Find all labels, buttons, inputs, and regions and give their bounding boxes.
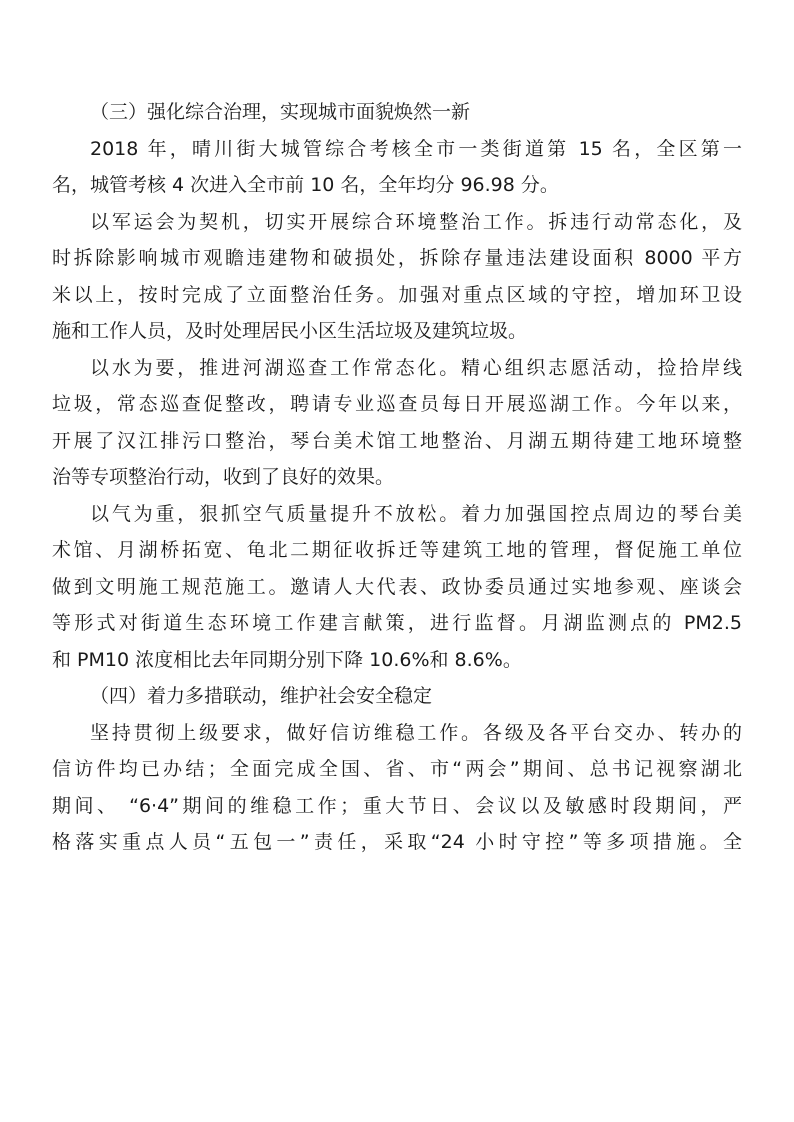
paragraph-line: 期间、 “6·4”期间的维稳工作；重大节日、会议以及敏感时段期间，严 <box>52 794 742 817</box>
paragraph-line: 坚持贯彻上级要求，做好信访维稳工作。各级及各平台交办、转办的 <box>90 721 742 744</box>
paragraph-line: 开展了汉江排污口整治，琴台美术馆工地整治、月湖五期待建工地环境整 <box>52 429 742 452</box>
document-page <box>52 94 742 861</box>
paragraph-line: 做到文明施工规范施工。邀请人大代表、政协委员通过实地参观、座谈会 <box>52 575 742 598</box>
paragraph-line: 施和工作人员，及时处理居民小区生活垃圾及建筑垃圾。 <box>52 320 528 342</box>
paragraph-line: 时拆除影响城市观瞻违建物和破损处，拆除存量违法建设面积 8000 平方 <box>52 247 742 269</box>
paragraph-line: 等形式对街道生态环境工作建言献策，进行监督。月湖监测点的 PM2.5 <box>52 612 742 634</box>
heading-line: （三）强化综合治理，实现城市面貌焕然一新 <box>90 101 471 123</box>
paragraph-air <box>52 496 742 679</box>
section-heading-3 <box>52 94 742 131</box>
paragraph-petition <box>52 715 742 861</box>
paragraph-city-assessment <box>52 131 742 204</box>
paragraph-water <box>52 350 742 496</box>
paragraph-line: 信访件均已办结；全面完成全国、省、市“两会”期间、总书记视察湖北 <box>52 758 742 780</box>
paragraph-line: 名，城管考核 4 次进入全市前 10 名，全年均分 96.98 分。 <box>52 174 559 196</box>
paragraph-line: 治等专项整治行动，收到了良好的效果。 <box>52 466 395 488</box>
paragraph-line: 以气为重，狠抓空气质量提升不放松。着力加强国控点周边的琴台美 <box>90 502 742 525</box>
paragraph-line: 和 PM10 浓度相比去年同期分别下降 10.6%和 8.6%。 <box>52 648 522 671</box>
paragraph-line: 2018 年，晴川街大城管综合考核全市一类街道第 15 名，全区第一 <box>90 137 742 160</box>
paragraph-line: 以军运会为契机，切实开展综合环境整治工作。拆违行动常态化，及 <box>90 210 742 233</box>
paragraph-line: 格落实重点人员“五包一”责任，采取“24 小时守控”等多项措施。全 <box>52 831 742 853</box>
paragraph-military-games <box>52 204 742 350</box>
section-heading-4 <box>52 678 742 715</box>
paragraph-line: 垃圾，常态巡查促整改，聘请专业巡查员每日开展巡湖工作。今年以来， <box>52 393 742 415</box>
heading-line: （四）着力多措联动，维护社会安全稳定 <box>90 685 433 707</box>
paragraph-line: 术馆、月湖桥拓宽、龟北二期征收拆迁等建筑工地的管理，督促施工单位 <box>52 539 742 561</box>
paragraph-line: 米以上，按时完成了立面整治任务。加强对重点区域的守控，增加环卫设 <box>52 283 742 306</box>
paragraph-line: 以水为要，推进河湖巡查工作常态化。精心组织志愿活动，捡拾岸线 <box>90 356 742 379</box>
